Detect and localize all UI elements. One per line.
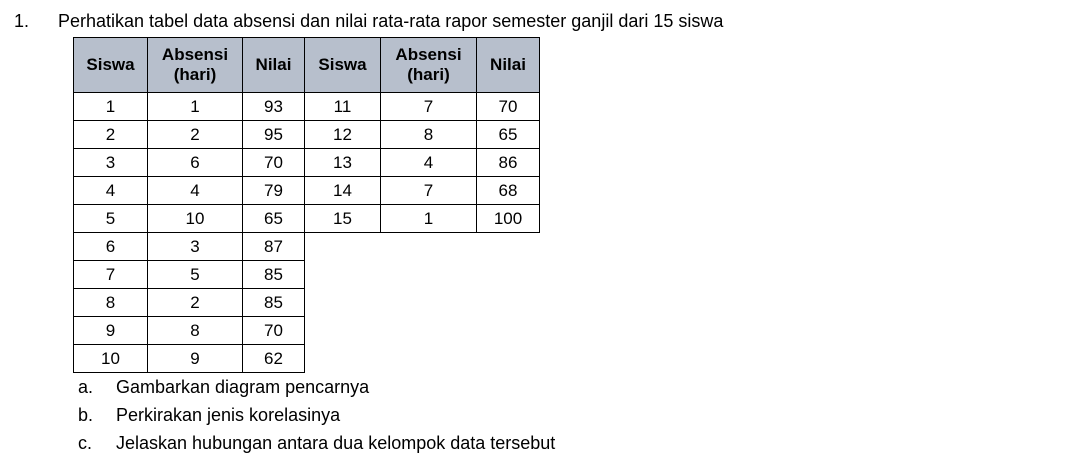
cell-nilai: 100 <box>477 205 540 233</box>
table-row <box>305 121 540 149</box>
table-row <box>74 149 305 177</box>
cell-siswa: 8 <box>74 289 148 317</box>
cell-nilai: 70 <box>477 93 540 121</box>
cell-absensi: 4 <box>148 177 243 205</box>
cell-absensi: 10 <box>148 205 243 233</box>
table-row <box>74 121 305 149</box>
cell-nilai: 70 <box>243 149 305 177</box>
cell-absensi: 4 <box>381 149 477 177</box>
sub-question-letter: b. <box>78 405 94 425</box>
table-row <box>74 177 305 205</box>
cell-absensi: 8 <box>148 317 243 345</box>
sub-question-b <box>78 401 555 429</box>
cell-absensi: 3 <box>148 233 243 261</box>
cell-absensi: 5 <box>148 261 243 289</box>
header-nilai: Nilai <box>477 38 540 93</box>
sub-question-text: Gambarkan diagram pencarnya <box>116 377 370 397</box>
cell-siswa: 5 <box>74 205 148 233</box>
cell-siswa: 6 <box>74 233 148 261</box>
cell-nilai: 65 <box>477 121 540 149</box>
cell-nilai: 68 <box>477 177 540 205</box>
cell-siswa: 14 <box>305 177 381 205</box>
sub-question-letter: a. <box>78 377 94 397</box>
cell-nilai: 85 <box>243 261 305 289</box>
table-row <box>74 345 305 373</box>
cell-nilai: 93 <box>243 93 305 121</box>
cell-siswa: 10 <box>74 345 148 373</box>
data-table-left <box>73 37 305 373</box>
header-absensi: Absensi (hari) <box>381 38 477 93</box>
sub-question-c <box>78 429 555 457</box>
sub-question-letter: c. <box>78 433 93 453</box>
cell-absensi: 1 <box>148 93 243 121</box>
table-row <box>74 233 305 261</box>
sub-question-text: Perkirakan jenis korelasinya <box>116 405 341 425</box>
question-number: 1. <box>14 11 30 31</box>
cell-siswa: 2 <box>74 121 148 149</box>
cell-siswa: 7 <box>74 261 148 289</box>
table-row <box>74 317 305 345</box>
header-nilai: Nilai <box>243 38 305 93</box>
table-header-row <box>74 38 305 93</box>
cell-siswa: 15 <box>305 205 381 233</box>
cell-siswa: 9 <box>74 317 148 345</box>
sub-question-text: Jelaskan hubungan antara dua kelompok data tersebut <box>116 433 556 453</box>
cell-nilai: 95 <box>243 121 305 149</box>
cell-absensi: 7 <box>381 93 477 121</box>
cell-nilai: 87 <box>243 233 305 261</box>
cell-siswa: 3 <box>74 149 148 177</box>
header-absensi: Absensi (hari) <box>148 38 243 93</box>
cell-siswa: 4 <box>74 177 148 205</box>
cell-absensi: 8 <box>381 121 477 149</box>
cell-siswa: 11 <box>305 93 381 121</box>
header-siswa: Siswa <box>305 38 381 93</box>
header-siswa: Siswa <box>74 38 148 93</box>
table-row <box>305 177 540 205</box>
question-text: Perhatikan tabel data absensi dan nilai rata-rata rapor semester ganjil dari 15 siswa <box>58 11 724 31</box>
cell-nilai: 65 <box>243 205 305 233</box>
table-row <box>74 93 305 121</box>
data-table-right <box>304 37 540 233</box>
cell-nilai: 86 <box>477 149 540 177</box>
table-row <box>305 93 540 121</box>
cell-absensi: 9 <box>148 345 243 373</box>
table-row <box>305 149 540 177</box>
table-header-row <box>305 38 540 93</box>
table-row <box>74 261 305 289</box>
cell-absensi: 1 <box>381 205 477 233</box>
cell-absensi: 2 <box>148 121 243 149</box>
cell-nilai: 70 <box>243 317 305 345</box>
cell-siswa: 12 <box>305 121 381 149</box>
cell-absensi: 7 <box>381 177 477 205</box>
table-row <box>74 289 305 317</box>
cell-nilai: 79 <box>243 177 305 205</box>
cell-siswa: 13 <box>305 149 381 177</box>
cell-nilai: 62 <box>243 345 305 373</box>
cell-nilai: 85 <box>243 289 305 317</box>
table-row <box>305 205 540 233</box>
cell-absensi: 2 <box>148 289 243 317</box>
table-row <box>74 205 305 233</box>
cell-absensi: 6 <box>148 149 243 177</box>
sub-question-a <box>78 373 555 401</box>
question-heading <box>14 10 723 32</box>
sub-question-list <box>78 373 555 457</box>
cell-siswa: 1 <box>74 93 148 121</box>
